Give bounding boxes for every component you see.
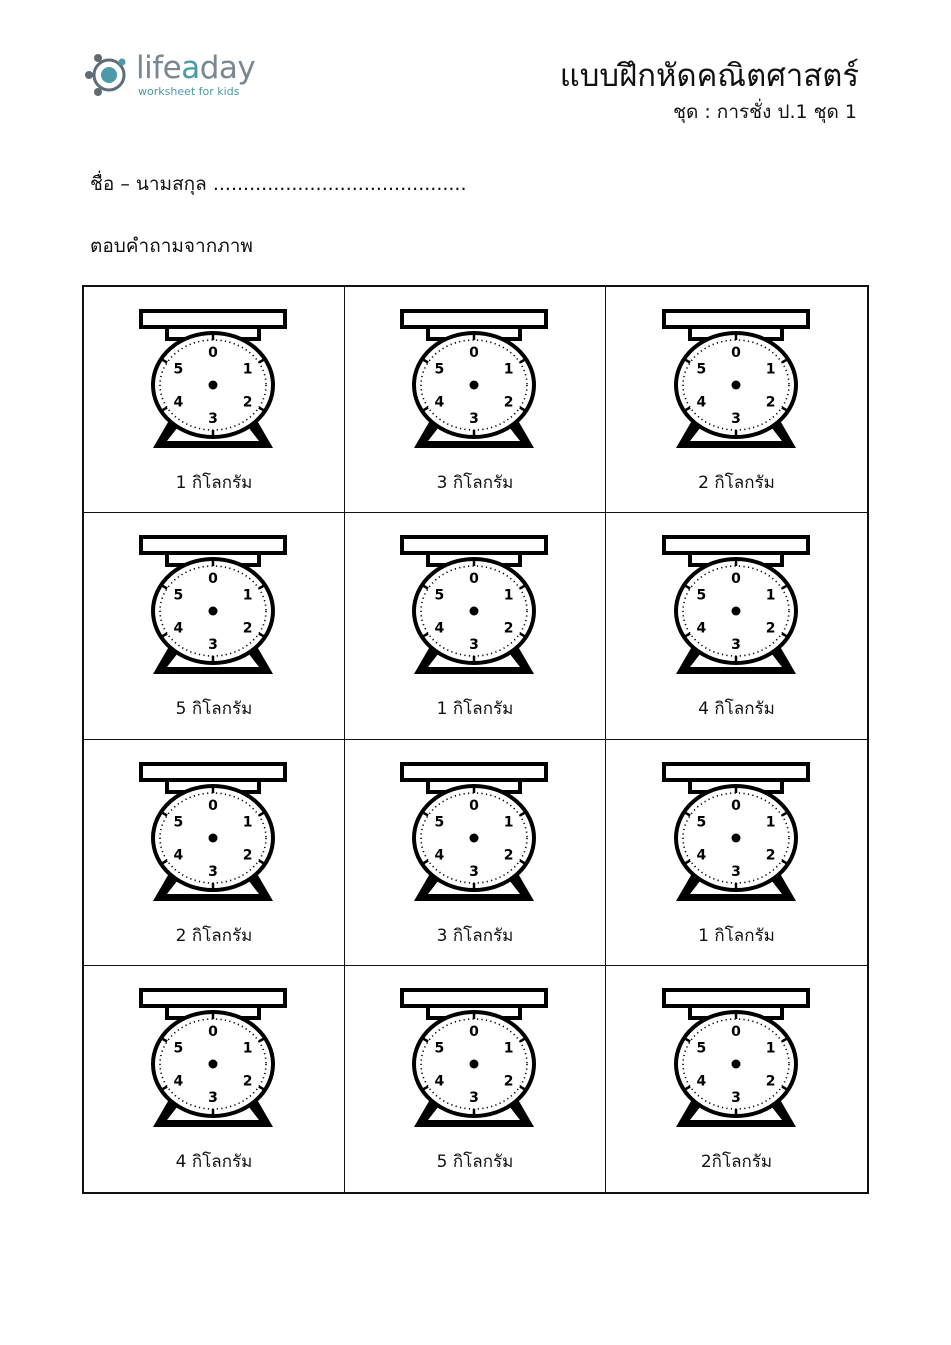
weighing-scale-icon (139, 533, 289, 681)
dial-number: 1 (503, 361, 514, 378)
dial-number: 5 (173, 814, 184, 830)
instruction-text: ตอบคำถามจากภาพ (90, 235, 253, 257)
dial-number: 4 (695, 1073, 706, 1090)
dial-number: 4 (173, 394, 184, 411)
scale-item (84, 287, 345, 513)
dial-number: 0 (469, 571, 479, 588)
weighing-scale-icon (662, 307, 812, 455)
dial-number: 2 (242, 847, 253, 863)
dial-number: 0 (469, 1023, 479, 1040)
dial-number: 3 (469, 637, 479, 654)
dial-number: 2 (242, 1073, 253, 1090)
dial-number: 3 (208, 1089, 218, 1106)
dial-number: 0 (469, 797, 479, 814)
worksheet-subtitle: ชุด : การชั่ง ป.1 ชุด 1 (673, 101, 857, 123)
dial-number: 0 (208, 797, 218, 814)
dial-number: 1 (503, 814, 514, 830)
dial-number: 4 (434, 847, 445, 863)
scale-item (84, 740, 345, 966)
dial-number: 3 (469, 1089, 479, 1106)
logo (84, 48, 284, 104)
weight-caption: 1 กิโลกรัม (436, 699, 514, 720)
weighing-scale-icon (400, 307, 550, 455)
dial-number: 3 (730, 637, 741, 654)
dial-number: 0 (469, 345, 479, 361)
scale-grid (82, 285, 869, 1194)
dial-number: 1 (503, 1040, 514, 1057)
dial-number: 5 (173, 587, 184, 604)
dial-number: 1 (242, 1040, 253, 1057)
dial-number: 5 (695, 587, 706, 604)
dial-number: 0 (208, 571, 218, 588)
weighing-scale-icon (662, 533, 812, 681)
scale-item (606, 966, 867, 1192)
dial-number: 2 (503, 620, 514, 637)
dial-number: 5 (434, 361, 445, 378)
dial-number: 2 (503, 847, 514, 863)
scale-item (345, 740, 606, 966)
dial-number: 1 (242, 361, 253, 378)
lifeaday-logo-icon (84, 50, 134, 100)
dial-number: 5 (695, 814, 706, 830)
dial-number: 3 (469, 863, 479, 880)
dial-number: 5 (434, 1040, 445, 1057)
dial-number: 1 (503, 587, 514, 604)
dial-number: 5 (173, 361, 184, 378)
dial-number: 2 (503, 1073, 514, 1090)
logo-wordmark: lifeaday (136, 50, 256, 86)
weight-caption: 4 กิโลกรัม (698, 699, 775, 720)
dial-number: 4 (173, 620, 184, 637)
dial-number: 5 (173, 1040, 184, 1057)
scale-item (606, 287, 867, 513)
dial-number: 4 (434, 620, 445, 637)
scale-item (345, 966, 606, 1192)
dial-number: 1 (765, 361, 776, 378)
dial-number: 0 (730, 797, 741, 814)
weight-caption: 2กิโลกรัม (700, 1151, 773, 1172)
weight-caption: 1 กิโลกรัม (175, 473, 253, 493)
dial-number: 1 (765, 1040, 776, 1057)
dial-number: 4 (434, 394, 445, 411)
worksheet-title: แบบฝึกหัดคณิตศาสตร์ (559, 58, 859, 94)
dial-number: 2 (503, 394, 514, 411)
dial-number: 0 (730, 1023, 741, 1040)
weight-caption: 4 กิโลกรัม (175, 1151, 253, 1172)
dial-number: 0 (208, 345, 218, 361)
weighing-scale-icon (400, 533, 550, 681)
weight-caption: 3 กิโลกรัม (436, 925, 514, 946)
dial-number: 4 (173, 847, 184, 863)
dial-number: 2 (765, 394, 776, 411)
dial-number: 3 (730, 411, 741, 427)
weight-caption: 2 กิโลกรัม (175, 925, 253, 946)
weight-caption: 5 กิโลกรัม (436, 1151, 514, 1172)
dial-number: 4 (434, 1073, 445, 1090)
dial-number: 2 (242, 620, 253, 637)
weighing-scale-icon (662, 986, 812, 1134)
dial-number: 2 (765, 847, 776, 863)
scale-item (345, 287, 606, 513)
weighing-scale-icon (662, 760, 812, 908)
dial-number: 0 (730, 345, 741, 361)
logo-tagline: worksheet for kids (138, 85, 240, 98)
dial-number: 2 (765, 1073, 776, 1090)
dial-number: 4 (173, 1073, 184, 1090)
dial-number: 5 (695, 361, 706, 378)
dial-number: 4 (695, 394, 706, 411)
weight-caption: 3 กิโลกรัม (436, 473, 514, 493)
dial-number: 0 (208, 1023, 218, 1040)
weighing-scale-icon (139, 307, 289, 455)
dial-number: 1 (242, 814, 253, 830)
dial-number: 5 (434, 814, 445, 830)
dial-number: 5 (695, 1040, 706, 1057)
scale-item (84, 966, 345, 1192)
weight-caption: 5 กิโลกรัม (175, 699, 253, 720)
scale-item (345, 513, 606, 739)
student-name-line: ชื่อ – นามสกุล .......................................... (90, 173, 467, 195)
dial-number: 3 (730, 863, 741, 880)
weighing-scale-icon (139, 760, 289, 908)
dial-number: 3 (208, 637, 218, 654)
weighing-scale-icon (400, 986, 550, 1134)
dial-number: 4 (695, 847, 706, 863)
dial-number: 2 (765, 620, 776, 637)
dial-number: 3 (730, 1089, 741, 1106)
dial-number: 1 (765, 814, 776, 830)
weight-caption: 1 กิโลกรัม (698, 925, 775, 946)
scale-item (606, 740, 867, 966)
dial-number: 2 (242, 394, 253, 411)
weight-caption: 2 กิโลกรัม (698, 473, 775, 493)
scale-item (606, 513, 867, 739)
dial-number: 3 (208, 411, 218, 427)
dial-number: 3 (208, 863, 218, 880)
scale-item (84, 513, 345, 739)
weighing-scale-icon (139, 986, 289, 1134)
weighing-scale-icon (400, 760, 550, 908)
dial-number: 0 (730, 571, 741, 588)
dial-number: 1 (242, 587, 253, 604)
dial-number: 1 (765, 587, 776, 604)
dial-number: 3 (469, 411, 479, 427)
dial-number: 5 (434, 587, 445, 604)
dial-number: 4 (695, 620, 706, 637)
